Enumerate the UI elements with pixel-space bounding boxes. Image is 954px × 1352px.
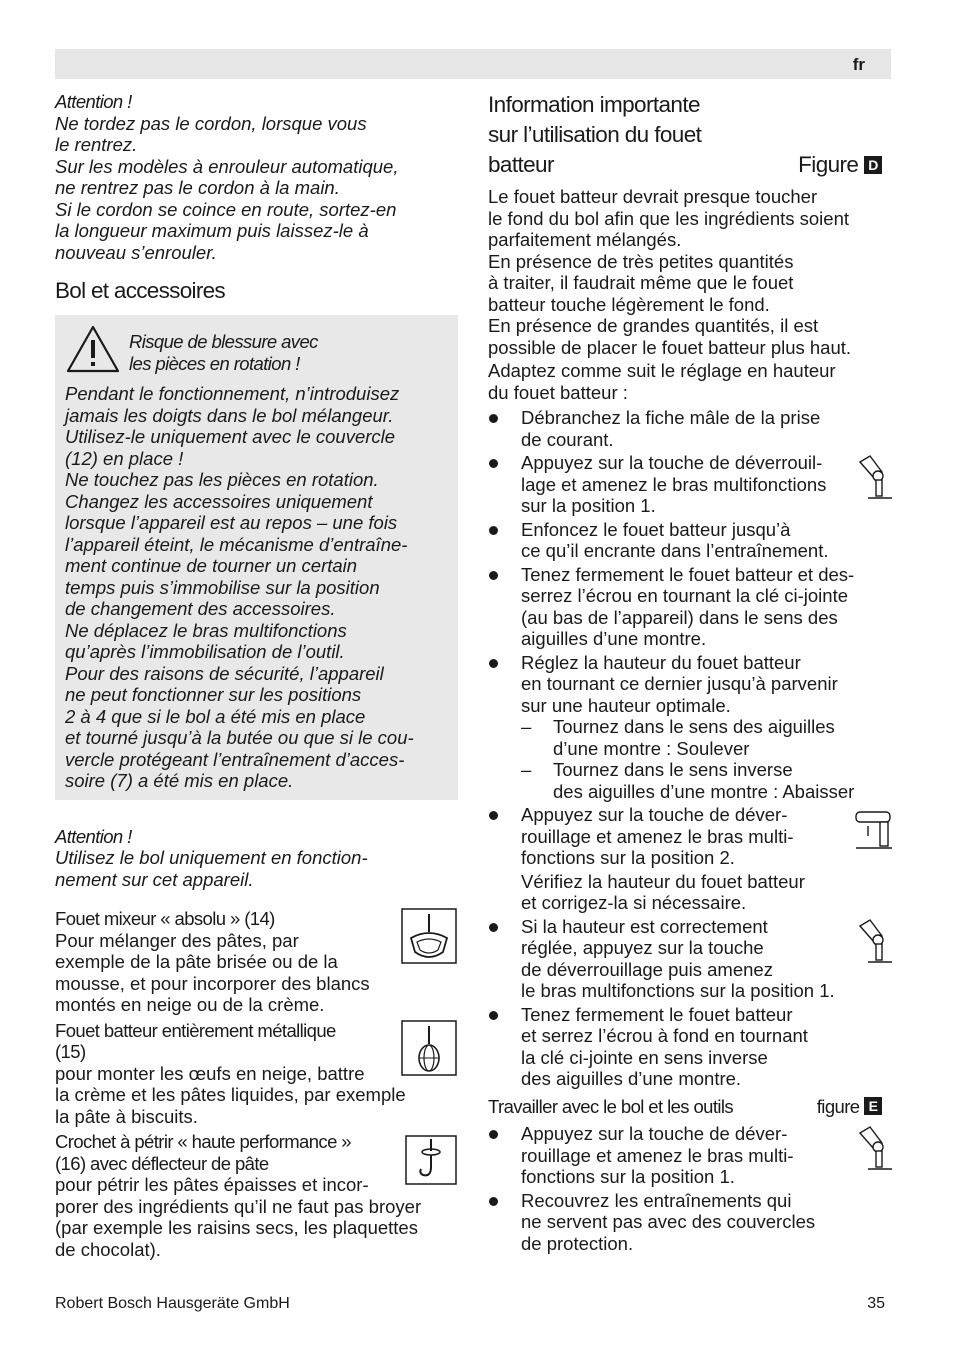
- text-line: la pâte à biscuits.: [55, 1105, 198, 1127]
- text-line: le bras multifonctions sur la position 1.: [521, 980, 835, 1001]
- header-bar: [55, 49, 891, 79]
- text-line: ne servent pas avec des couvercles: [521, 1211, 816, 1232]
- text-line: vercle protégeant l’entraînement d’acces-: [65, 748, 405, 770]
- text-line: Le fouet batteur devrait presque toucher: [488, 186, 818, 207]
- text-line: jamais les doigts dans le bol mélangeur.: [65, 404, 394, 426]
- text-line: lage et amenez le bras multifonctions: [521, 473, 827, 495]
- text-line: pour monter les œufs en neige, battre: [55, 1062, 365, 1084]
- list-item: [488, 652, 892, 803]
- text-line: aiguilles d’une montre.: [521, 628, 707, 649]
- text-line: nouveau s’enrouler.: [55, 241, 217, 263]
- text-line: (au bas de l’appareil) dans le sens des: [521, 606, 838, 628]
- text-line: lorsque l’appareil est au repos – une fois: [65, 512, 398, 533]
- text-line: de déverrouillage puis amenez: [521, 958, 773, 980]
- text-line: du fouet batteur :: [488, 381, 628, 403]
- text-line: Utilisez-le uniquement avec le couvercle: [65, 426, 396, 447]
- text-line: ne rentrez pas le cordon à la main.: [55, 177, 340, 198]
- text-line: soire (7) a été mis en place.: [65, 770, 294, 791]
- heading-line: batteur: [488, 152, 554, 177]
- text-line: d’une montre : Soulever: [553, 737, 750, 759]
- mixer-arm-position-icon: [854, 454, 894, 502]
- adapt-paragraph: [488, 360, 892, 403]
- text-line: montés en neige ou de la crème.: [55, 994, 325, 1015]
- section-title-working: [488, 1096, 892, 1118]
- text-line: Vérifiez la hauteur du fouet batteur: [521, 870, 805, 892]
- heading-line: sur l’utilisation du fouet: [488, 122, 702, 147]
- text-line: En présence de très petites quantités: [488, 250, 794, 272]
- text-line: et tourné jusqu’à la butée ou que si le cou-: [65, 727, 414, 748]
- text-line: Ne tordez pas le cordon, lorsque vous: [55, 112, 367, 134]
- text-line: Pour mélanger des pâtes, par: [55, 929, 299, 951]
- text-line: Débranchez la fiche mâle de la prise: [521, 407, 821, 428]
- text-line: Risque de blessure avec: [129, 331, 318, 352]
- figure-label: figure: [816, 1095, 860, 1117]
- text-line: batteur touche légèrement le fond.: [488, 293, 770, 315]
- mixing-whisk-icon: [401, 908, 457, 964]
- accessory-title: (16) avec déflecteur de pâte: [55, 1152, 269, 1174]
- text-line: les pièces en rotation !: [129, 352, 300, 374]
- instruction-list-2: [488, 1123, 892, 1254]
- text-line: en tournant ce dernier jusqu’à parvenir: [521, 673, 838, 694]
- warning-header: [65, 323, 450, 375]
- warning-triangle-icon: [65, 323, 121, 375]
- text-line: parfaitement mélangés.: [488, 229, 682, 250]
- text-line: fonctions sur la position 1.: [521, 1166, 735, 1187]
- heading-line: Information importante: [488, 92, 700, 117]
- text-line: Ne déplacez le bras multifonctions: [65, 619, 347, 641]
- text-line: sur une hauteur optimale.: [521, 694, 731, 716]
- text-line: la longueur maximum puis laissez-le à: [55, 220, 369, 241]
- section-title-bowl: Bol et accessoires: [55, 278, 225, 303]
- left-column: [55, 90, 459, 1260]
- warning-text: [65, 383, 450, 792]
- figure-label: Figure: [798, 152, 859, 177]
- warning-title: [129, 331, 318, 374]
- kneading-hook-icon: [405, 1135, 457, 1185]
- figure-reference: [817, 1096, 882, 1118]
- text-line: mousse, et pour incorporer des blancs: [55, 972, 370, 994]
- list-item: [488, 1004, 892, 1090]
- text-line: l’appareil éteint, le mécanisme d’entraîne-: [65, 533, 408, 555]
- text-line: pour pétrir les pâtes épaisses et incor-: [55, 1174, 369, 1195]
- intro-paragraph: [488, 186, 892, 358]
- list-item: [488, 564, 892, 650]
- text-line: Enfoncez le fouet batteur jusqu’à: [521, 518, 791, 540]
- mixer-arm-position-icon: [854, 1125, 894, 1173]
- instruction-list: [488, 407, 892, 1090]
- text-line: des aiguilles d’une montre.: [521, 1068, 742, 1089]
- footer-page-number: 35: [867, 1295, 885, 1312]
- attention-note-bowl: [55, 826, 459, 891]
- mixer-arm-position-icon: [854, 918, 894, 966]
- text-line: ce qu’il encrante dans l’entraînement.: [521, 540, 829, 561]
- list-item: [488, 1190, 892, 1255]
- attention-title: Attention !: [55, 825, 132, 847]
- list-item: [488, 1123, 892, 1188]
- text-line: Ne touchez pas les pièces en rotation.: [65, 469, 379, 490]
- text-line: Appuyez sur la touche de déver-: [521, 804, 788, 825]
- text-line: Recouvrez les entraînements qui: [521, 1189, 792, 1211]
- text-line: Si le cordon se coince en route, sortez-en: [55, 198, 397, 220]
- text-line: ment continue de tourner un certain: [65, 555, 358, 576]
- section-title-important: [488, 90, 892, 180]
- footer-company: Robert Bosch Hausgeräte GmbH: [55, 1295, 290, 1312]
- text-line: qu’après l’immobilisation de l’outil.: [65, 641, 345, 662]
- list-item: [488, 804, 892, 914]
- text-line: de courant.: [521, 428, 614, 450]
- text-line: 2 à 4 que si le bol a été mis en place: [65, 705, 366, 727]
- accessory-title: Crochet à pétrir « haute performance »: [55, 1131, 351, 1152]
- language-code: fr: [852, 55, 865, 74]
- list-item: [488, 452, 892, 517]
- text-line: En présence de grandes quantités, il est: [488, 315, 819, 336]
- right-column: [488, 90, 892, 1256]
- text-line: – Tournez dans le sens inverse: [553, 759, 793, 780]
- text-line: des aiguilles d’une montre : Abaisser: [553, 780, 855, 802]
- list-item: [488, 916, 892, 1002]
- text-line: Utilisez le bol uniquement en fonction-: [55, 847, 368, 868]
- attention-title: Attention !: [55, 91, 132, 112]
- text-line: Tenez fermement le fouet batteur: [521, 1003, 793, 1025]
- section-title-text: Travailler avec le bol et les outils: [488, 1095, 734, 1117]
- text-line: Pour des raisons de sécurité, l’appareil: [65, 662, 384, 684]
- accessory-kneading-hook: [55, 1131, 459, 1260]
- text-line: le rentrez.: [55, 134, 138, 155]
- text-line: Appuyez sur la touche de déverrouil-: [521, 452, 823, 473]
- text-line: Changez les accessoires uniquement: [65, 490, 373, 512]
- warning-box: [55, 315, 458, 800]
- text-line: à traiter, il faudrait même que le fouet: [488, 272, 794, 293]
- text-line: fonctions sur la position 2.: [521, 847, 735, 868]
- text-line: rouillage et amenez le bras multi-: [521, 1144, 794, 1166]
- text-line: et serrez l’écrou à fond en tournant: [521, 1025, 808, 1046]
- text-line: la clé ci-jointe en sens inverse: [521, 1046, 768, 1068]
- accessory-beater-metal: [55, 1020, 459, 1128]
- text-line: le fond du bol afin que les ingrédients soient: [488, 207, 850, 229]
- text-line: Pendant le fonctionnement, n’introduisez: [65, 383, 400, 404]
- accessory-title: Fouet mixeur « absolu » (14): [55, 908, 275, 929]
- accessory-whisk-absolu: [55, 908, 459, 1016]
- text-line: possible de placer le fouet batteur plus haut.: [488, 336, 852, 358]
- text-line: la crème et les pâtes liquides, par exemple: [55, 1084, 406, 1105]
- text-line: nement sur cet appareil.: [55, 868, 254, 890]
- text-line: temps puis s’immobilise sur la position: [65, 576, 380, 598]
- text-line: ne peut fonctionner sur les positions: [65, 684, 362, 705]
- accessory-title: (15): [55, 1041, 86, 1062]
- text-line: serrez l’écrou en tournant la clé ci-jointe: [521, 585, 848, 606]
- mixer-arm-position-icon: [854, 806, 894, 854]
- text-line: et corrigez-la si nécessaire.: [521, 892, 747, 913]
- text-line: (12) en place !: [65, 447, 184, 469]
- text-line: exemple de la pâte brisée ou de la: [55, 951, 338, 972]
- text-line: Tenez fermement le fouet batteur et des-: [521, 563, 855, 585]
- check-note: [521, 871, 892, 914]
- text-line: de protection.: [521, 1232, 634, 1254]
- list-item: [488, 407, 892, 450]
- text-line: sur la position 1.: [521, 495, 656, 516]
- text-line: de chocolat).: [55, 1238, 161, 1260]
- figure-letter-badge: D: [864, 156, 882, 174]
- beater-whisk-icon: [401, 1020, 457, 1076]
- text-line: Appuyez sur la touche de déver-: [521, 1123, 788, 1144]
- dash-item: [521, 759, 892, 802]
- figure-letter-badge: E: [864, 1097, 882, 1115]
- text-line: Adaptez comme suit le réglage en hauteur: [488, 360, 836, 381]
- text-line: de changement des accessoires.: [65, 598, 336, 619]
- dash-item: [521, 716, 892, 759]
- text-line: Réglez la hauteur du fouet batteur: [521, 651, 801, 673]
- figure-reference: [798, 150, 882, 180]
- text-line: (par exemple les raisins secs, les plaquettes: [55, 1217, 418, 1238]
- text-line: rouillage et amenez le bras multi-: [521, 825, 794, 847]
- accessory-title: Fouet batteur entièrement métallique: [55, 1019, 336, 1041]
- text-line: Sur les modèles à enrouleur automatique,: [55, 155, 399, 177]
- text-line: – Tournez dans le sens des aiguilles: [553, 716, 835, 737]
- text-line: Si la hauteur est correctement: [521, 915, 768, 937]
- attention-note-cord: [55, 91, 459, 263]
- list-item: [488, 519, 892, 562]
- text-line: porer des ingrédients qu’il ne faut pas broyer: [55, 1195, 422, 1217]
- text-line: réglée, appuyez sur la touche: [521, 937, 764, 958]
